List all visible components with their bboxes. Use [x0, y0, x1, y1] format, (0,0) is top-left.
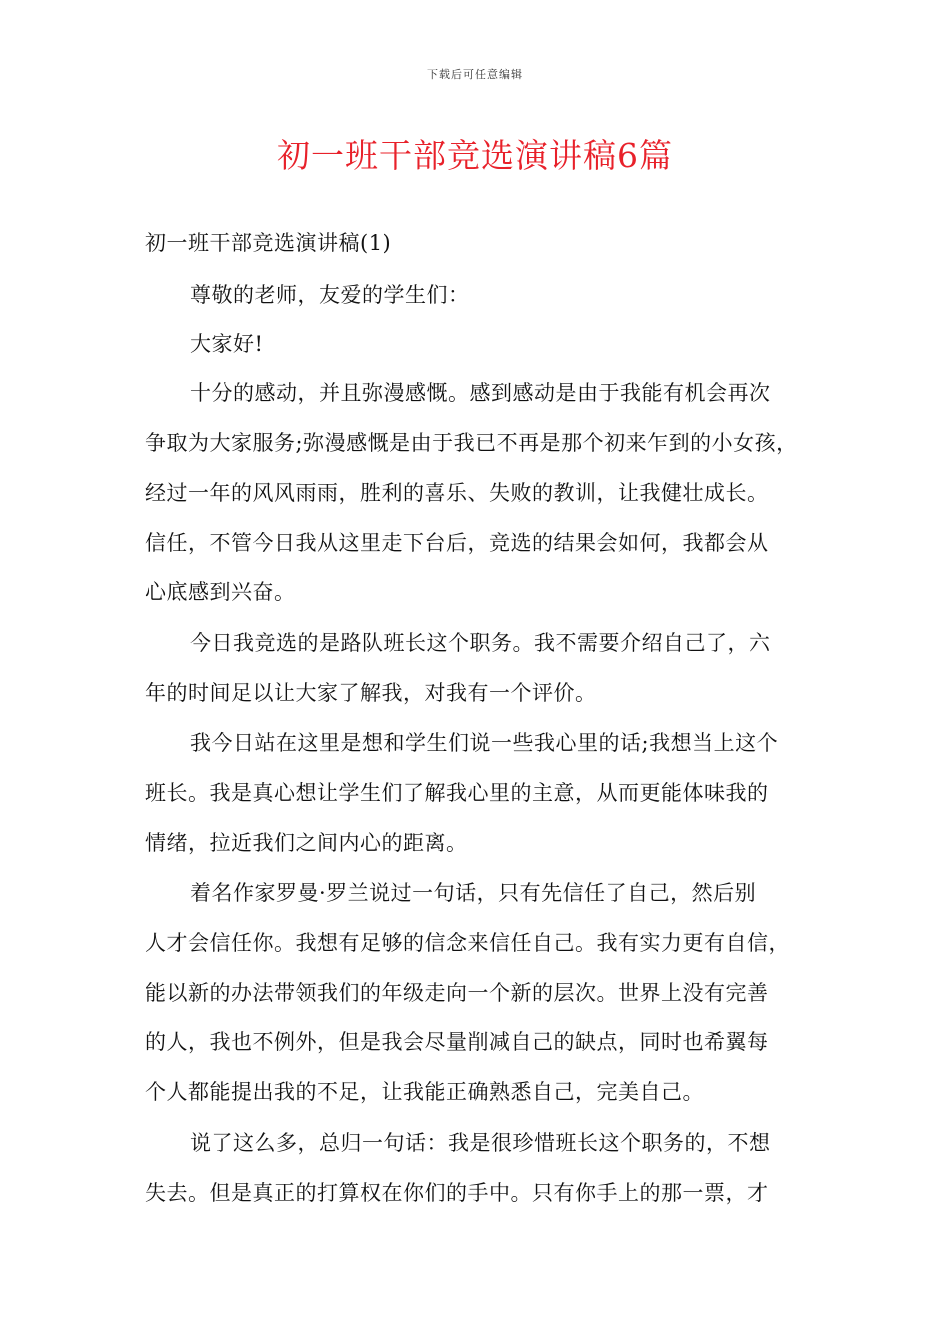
paragraph-line: 的人，我也不例外，但是我会尽量削减自己的缺点，同时也希翼每 [145, 1030, 769, 1054]
paragraph-line: 着名作家罗曼·罗兰说过一句话，只有先信任了自己，然后别 [190, 881, 757, 905]
paragraph-line: 十分的感动，并且弥漫感慨。感到感动是由于我能有机会再次 [190, 381, 771, 405]
paragraph-line: 情绪，拉近我们之间内心的距离。 [145, 831, 468, 855]
paragraph-line: 能以新的办法带领我们的年级走向一个新的层次。世界上没有完善 [145, 981, 769, 1005]
paragraph-line: 信任，不管今日我从这里走下台后，竞选的结果会如何，我都会从 [145, 531, 769, 555]
header-note: 下载后可任意编辑 [427, 68, 523, 81]
paragraph-line: 班长。我是真心想让学生们了解我心里的主意，从而更能体味我的 [145, 781, 769, 805]
paragraph-line: 我今日站在这里是想和学生们说一些我心里的话;我想当上这个 [190, 731, 779, 755]
paragraph-line: 说了这么多，总归一句话：我是很珍惜班长这个职务的，不想 [190, 1131, 771, 1155]
paragraph-line: 争取为大家服务;弥漫感慨是由于我已不再是那个初来乍到的小女孩， [145, 431, 798, 455]
paragraph-line: 今日我竞选的是路队班长这个职务。我不需要介绍自己了，六 [190, 631, 771, 655]
section-heading: 初一班干部竞选演讲稿(1) [145, 231, 392, 255]
paragraph-line: 个人都能提出我的不足，让我能正确熟悉自己，完美自己。 [145, 1080, 704, 1104]
document-title: 初一班干部竞选演讲稿6篇 [277, 136, 673, 175]
paragraph-line: 失去。但是真正的打算权在你们的手中。只有你手上的那一票，才 [145, 1181, 769, 1205]
paragraph-line: 经过一年的风风雨雨，胜利的喜乐、失败的教训，让我健壮成长。 [145, 481, 769, 505]
paragraph-line: 年的时间足以让大家了解我，对我有一个评价。 [145, 681, 597, 705]
salutation: 尊敬的老师，友爱的学生们： [190, 283, 470, 307]
paragraph-line: 人才会信任你。我想有足够的信念来信任自己。我有实力更有自信， [145, 931, 790, 955]
greeting: 大家好! [190, 332, 264, 356]
paragraph-line: 心底感到兴奋。 [145, 580, 296, 604]
